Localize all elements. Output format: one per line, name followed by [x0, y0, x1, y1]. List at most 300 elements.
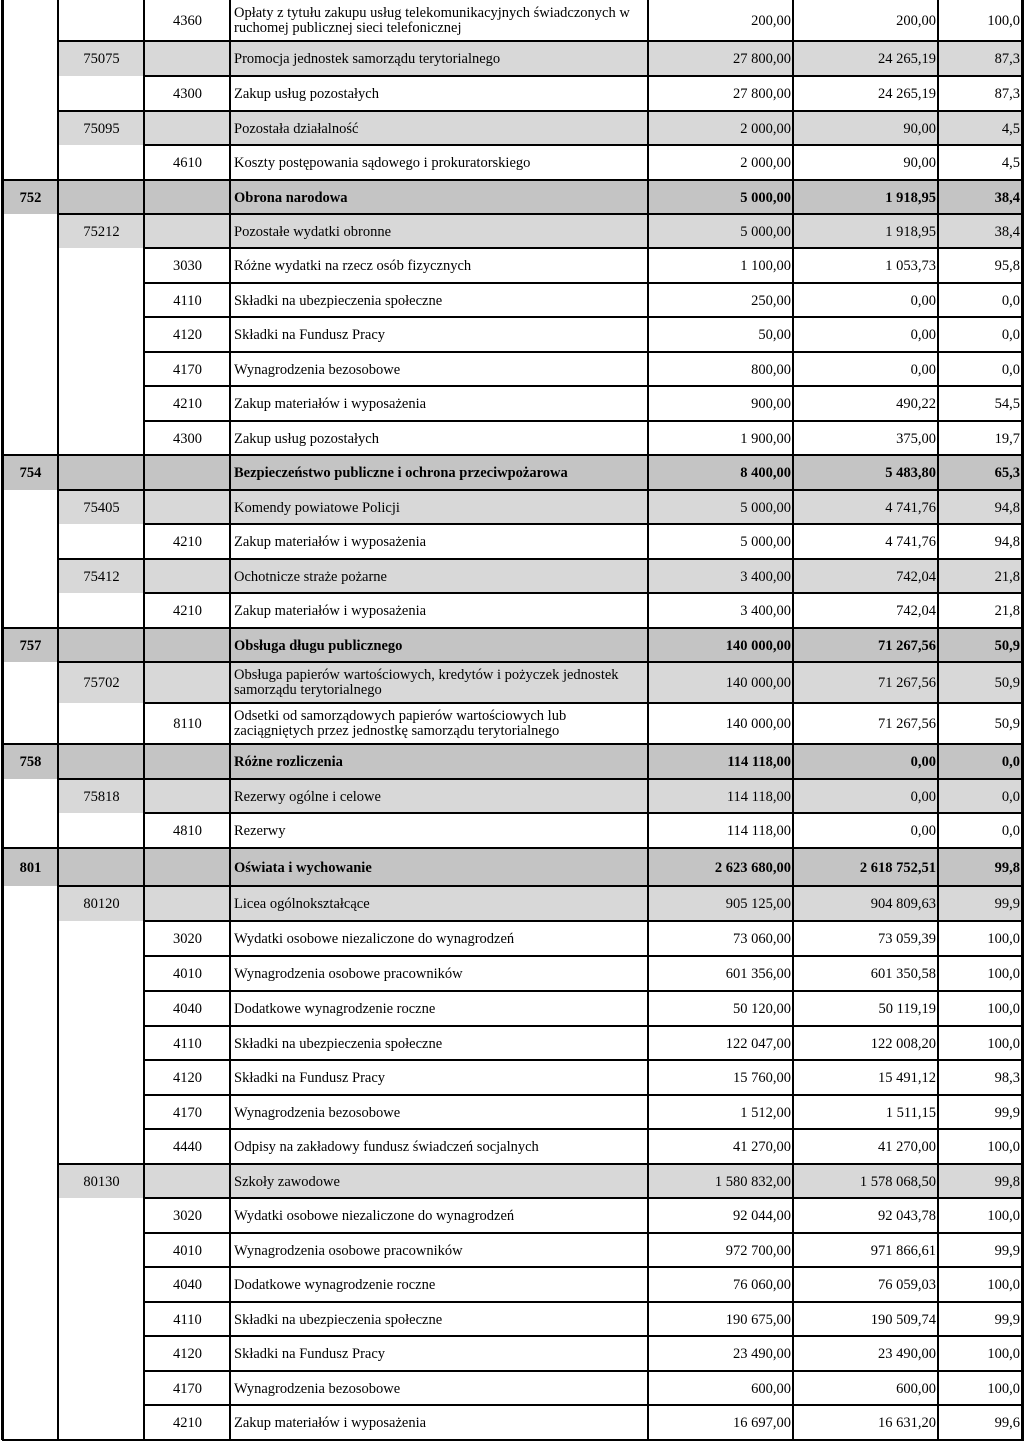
executed-amount-cell: 41 270,00: [794, 1130, 938, 1164]
percent-cell: 0,0: [939, 318, 1022, 352]
description-cell: Pozostała działalność: [231, 112, 648, 145]
percent-cell: 99,8: [939, 849, 1022, 886]
description-cell: Wynagrodzenia bezosobowe: [231, 353, 648, 386]
row-divider: [2, 743, 1024, 745]
plan-amount-cell: 5 000,00: [649, 181, 793, 214]
dzial-cell: [3, 1165, 58, 1198]
description-cell: Obsługa długu publicznego: [231, 629, 648, 662]
executed-amount-cell: 15 491,12: [794, 1061, 938, 1095]
executed-amount-cell: 0,00: [794, 780, 938, 813]
rozdzial-cell: [59, 992, 144, 1026]
executed-amount-cell: 76 059,03: [794, 1268, 938, 1302]
percent-cell: 100,0: [939, 992, 1022, 1026]
description-cell: Różne wydatki na rzecz osób fizycznych: [231, 249, 648, 283]
rozdzial-cell: [59, 1130, 144, 1164]
description-cell: Zakup materiałów i wyposażenia: [231, 1406, 648, 1440]
plan-amount-cell: 1 900,00: [649, 422, 793, 455]
row-divider: [58, 885, 1024, 887]
executed-amount-cell: 1 918,95: [794, 181, 938, 214]
plan-amount-cell: 23 490,00: [649, 1337, 793, 1371]
executed-amount-cell: 5 483,80: [794, 456, 938, 490]
column-divider: [1, 0, 4, 1440]
plan-amount-cell: 2 000,00: [649, 146, 793, 180]
paragraf-cell: [145, 629, 230, 662]
percent-cell: 65,3: [939, 456, 1022, 490]
rozdzial-cell: [59, 146, 144, 180]
paragraf-cell: 4210: [145, 594, 230, 628]
rozdzial-cell: [59, 249, 144, 283]
plan-amount-cell: 905 125,00: [649, 887, 793, 921]
rozdzial-cell: 75212: [59, 215, 144, 248]
plan-amount-cell: 1 512,00: [649, 1096, 793, 1129]
plan-amount-cell: 900,00: [649, 387, 793, 421]
paragraf-cell: 4300: [145, 422, 230, 455]
rozdzial-cell: [59, 849, 144, 886]
dzial-cell: [3, 1027, 58, 1060]
rozdzial-cell: [59, 1406, 144, 1440]
row-divider: [144, 1197, 1024, 1199]
column-divider: [792, 0, 794, 1440]
row-divider: [58, 489, 1024, 491]
executed-amount-cell: 16 631,20: [794, 1406, 938, 1440]
description-cell: Zakup usług pozostałych: [231, 77, 648, 111]
dzial-cell: [3, 1130, 58, 1164]
dzial-cell: [3, 146, 58, 180]
percent-cell: 99,6: [939, 1406, 1022, 1440]
paragraf-cell: 4210: [145, 387, 230, 421]
plan-amount-cell: 50 120,00: [649, 992, 793, 1026]
executed-amount-cell: 1 578 068,50: [794, 1165, 938, 1198]
plan-amount-cell: 41 270,00: [649, 1130, 793, 1164]
paragraf-cell: 4110: [145, 1027, 230, 1060]
description-cell: Wynagrodzenia bezosobowe: [231, 1096, 648, 1129]
description-cell: Wynagrodzenia osobowe pracowników: [231, 957, 648, 991]
paragraf-cell: 3030: [145, 249, 230, 283]
executed-amount-cell: 71 267,56: [794, 629, 938, 662]
description-cell: Składki na ubezpieczenia społeczne: [231, 1303, 648, 1336]
row-divider: [144, 990, 1024, 992]
dzial-cell: [3, 284, 58, 317]
executed-amount-cell: 0,00: [794, 284, 938, 317]
column-divider: [143, 0, 145, 1440]
row-divider: [144, 1094, 1024, 1096]
rozdzial-cell: 75702: [59, 663, 144, 703]
rozdzial-cell: [59, 814, 144, 848]
paragraf-cell: [145, 42, 230, 76]
dzial-cell: 758: [3, 745, 58, 779]
row-divider: [144, 316, 1024, 318]
executed-amount-cell: 122 008,20: [794, 1027, 938, 1060]
dzial-cell: [3, 491, 58, 524]
percent-cell: 4,5: [939, 112, 1022, 145]
row-divider: [144, 523, 1024, 525]
paragraf-cell: [145, 491, 230, 524]
rozdzial-cell: 75412: [59, 560, 144, 593]
rozdzial-cell: [59, 387, 144, 421]
rozdzial-cell: 80130: [59, 1165, 144, 1198]
dzial-cell: [3, 663, 58, 703]
paragraf-cell: [145, 1165, 230, 1198]
paragraf-cell: [145, 849, 230, 886]
rozdzial-cell: [59, 629, 144, 662]
percent-cell: 100,0: [939, 1027, 1022, 1060]
rozdzial-cell: [59, 1096, 144, 1129]
executed-amount-cell: 71 267,56: [794, 663, 938, 703]
dzial-cell: [3, 780, 58, 813]
row-divider: [2, 179, 1024, 181]
percent-cell: 99,9: [939, 1303, 1022, 1336]
percent-cell: 21,8: [939, 594, 1022, 628]
column-divider: [229, 0, 231, 1440]
dzial-cell: [3, 704, 58, 744]
dzial-cell: [3, 353, 58, 386]
rozdzial-cell: [59, 525, 144, 559]
row-divider: [144, 1404, 1024, 1406]
paragraf-cell: 4120: [145, 1337, 230, 1371]
paragraf-cell: [145, 745, 230, 779]
percent-cell: 95,8: [939, 249, 1022, 283]
percent-cell: 0,0: [939, 284, 1022, 317]
dzial-cell: [3, 1303, 58, 1336]
percent-cell: 99,8: [939, 1165, 1022, 1198]
row-divider: [144, 75, 1024, 77]
plan-amount-cell: 122 047,00: [649, 1027, 793, 1060]
paragraf-cell: 4300: [145, 77, 230, 111]
dzial-cell: [3, 887, 58, 921]
description-cell: Odpisy na zakładowy fundusz świadczeń socjalnych: [231, 1130, 648, 1164]
row-divider: [144, 955, 1024, 957]
plan-amount-cell: 800,00: [649, 353, 793, 386]
paragraf-cell: [145, 663, 230, 703]
dzial-cell: 801: [3, 849, 58, 886]
rozdzial-cell: [59, 181, 144, 214]
row-divider: [144, 1128, 1024, 1130]
dzial-cell: [3, 1199, 58, 1233]
row-divider: [144, 420, 1024, 422]
executed-amount-cell: 23 490,00: [794, 1337, 938, 1371]
plan-amount-cell: 140 000,00: [649, 629, 793, 662]
dzial-cell: [3, 422, 58, 455]
row-divider: [58, 213, 1024, 215]
description-cell: Rezerwy ogólne i celowe: [231, 780, 648, 813]
plan-amount-cell: 2 623 680,00: [649, 849, 793, 886]
description-cell: Dodatkowe wynagrodzenie roczne: [231, 992, 648, 1026]
column-divider: [647, 0, 649, 1440]
dzial-cell: [3, 387, 58, 421]
percent-cell: 98,3: [939, 1061, 1022, 1095]
executed-amount-cell: 971 866,61: [794, 1234, 938, 1267]
plan-amount-cell: 5 000,00: [649, 215, 793, 248]
row-divider: [58, 40, 1024, 42]
executed-amount-cell: 2 618 752,51: [794, 849, 938, 886]
row-divider: [2, 627, 1024, 629]
paragraf-cell: 4440: [145, 1130, 230, 1164]
description-cell: Odsetki od samorządowych papierów wartościowych lub zaciągniętych przez jednostkę samorządu terytorialnego: [231, 704, 648, 744]
paragraf-cell: 4040: [145, 1268, 230, 1302]
executed-amount-cell: 0,00: [794, 353, 938, 386]
rozdzial-cell: 75818: [59, 780, 144, 813]
paragraf-cell: 4210: [145, 1406, 230, 1440]
plan-amount-cell: 5 000,00: [649, 491, 793, 524]
plan-amount-cell: 27 800,00: [649, 42, 793, 76]
dzial-cell: 752: [3, 181, 58, 214]
plan-amount-cell: 76 060,00: [649, 1268, 793, 1302]
executed-amount-cell: 190 509,74: [794, 1303, 938, 1336]
executed-amount-cell: 4 741,76: [794, 525, 938, 559]
rozdzial-cell: [59, 353, 144, 386]
row-divider: [2, 454, 1024, 456]
description-cell: Rezerwy: [231, 814, 648, 848]
executed-amount-cell: 1 053,73: [794, 249, 938, 283]
percent-cell: 38,4: [939, 181, 1022, 214]
column-divider: [57, 0, 59, 1440]
plan-amount-cell: 16 697,00: [649, 1406, 793, 1440]
executed-amount-cell: 90,00: [794, 146, 938, 180]
row-divider: [144, 1370, 1024, 1372]
percent-cell: 100,0: [939, 957, 1022, 991]
executed-amount-cell: 50 119,19: [794, 992, 938, 1026]
rozdzial-cell: [59, 1, 144, 41]
executed-amount-cell: 24 265,19: [794, 77, 938, 111]
row-divider: [144, 1059, 1024, 1061]
dzial-cell: 754: [3, 456, 58, 490]
plan-amount-cell: 73 060,00: [649, 922, 793, 956]
rozdzial-cell: 75405: [59, 491, 144, 524]
rozdzial-cell: [59, 1303, 144, 1336]
row-divider: [144, 1301, 1024, 1303]
paragraf-cell: [145, 887, 230, 921]
dzial-cell: [3, 1096, 58, 1129]
description-cell: Zakup materiałów i wyposażenia: [231, 594, 648, 628]
row-divider: [144, 812, 1024, 814]
percent-cell: 50,9: [939, 704, 1022, 744]
row-divider: [144, 1266, 1024, 1268]
percent-cell: 100,0: [939, 922, 1022, 956]
rozdzial-cell: [59, 1337, 144, 1371]
row-divider: [58, 661, 1024, 663]
description-cell: Opłaty z tytułu zakupu usług telekomunikacyjnych świadczonych w ruchomej publicznej sieci telefonicznej: [231, 1, 648, 41]
plan-amount-cell: 3 400,00: [649, 594, 793, 628]
executed-amount-cell: 73 059,39: [794, 922, 938, 956]
executed-amount-cell: 742,04: [794, 594, 938, 628]
paragraf-cell: 8110: [145, 704, 230, 744]
plan-amount-cell: 1 580 832,00: [649, 1165, 793, 1198]
plan-amount-cell: 200,00: [649, 1, 793, 41]
row-divider: [58, 110, 1024, 112]
paragraf-cell: 4040: [145, 992, 230, 1026]
dzial-cell: [3, 215, 58, 248]
rozdzial-cell: [59, 922, 144, 956]
dzial-cell: [3, 318, 58, 352]
column-divider: [937, 0, 939, 1440]
percent-cell: 100,0: [939, 1130, 1022, 1164]
description-cell: Promocja jednostek samorządu terytorialnego: [231, 42, 648, 76]
rozdzial-cell: [59, 284, 144, 317]
plan-amount-cell: 114 118,00: [649, 780, 793, 813]
executed-amount-cell: 1 918,95: [794, 215, 938, 248]
row-divider: [144, 592, 1024, 594]
rozdzial-cell: [59, 1027, 144, 1060]
paragraf-cell: 3020: [145, 922, 230, 956]
executed-amount-cell: 90,00: [794, 112, 938, 145]
description-cell: Wynagrodzenia osobowe pracowników: [231, 1234, 648, 1267]
paragraf-cell: 4170: [145, 353, 230, 386]
dzial-cell: [3, 992, 58, 1026]
description-cell: Różne rozliczenia: [231, 745, 648, 779]
dzial-cell: [3, 77, 58, 111]
paragraf-cell: 3020: [145, 1199, 230, 1233]
executed-amount-cell: 490,22: [794, 387, 938, 421]
rozdzial-cell: 75095: [59, 112, 144, 145]
plan-amount-cell: 140 000,00: [649, 704, 793, 744]
paragraf-cell: 4170: [145, 1096, 230, 1129]
dzial-cell: [3, 525, 58, 559]
dzial-cell: [3, 922, 58, 956]
rozdzial-cell: [59, 1199, 144, 1233]
percent-cell: 100,0: [939, 1337, 1022, 1371]
executed-amount-cell: 71 267,56: [794, 704, 938, 744]
paragraf-cell: 4120: [145, 1061, 230, 1095]
percent-cell: 54,5: [939, 387, 1022, 421]
percent-cell: 99,9: [939, 1234, 1022, 1267]
description-cell: Składki na Fundusz Pracy: [231, 1337, 648, 1371]
executed-amount-cell: 4 741,76: [794, 491, 938, 524]
row-divider: [144, 351, 1024, 353]
plan-amount-cell: 3 400,00: [649, 560, 793, 593]
paragraf-cell: [145, 181, 230, 214]
paragraf-cell: 4210: [145, 525, 230, 559]
description-cell: Bezpieczeństwo publiczne i ochrona przeciwpożarowa: [231, 456, 648, 490]
plan-amount-cell: 1 100,00: [649, 249, 793, 283]
description-cell: Składki na ubezpieczenia społeczne: [231, 284, 648, 317]
executed-amount-cell: 24 265,19: [794, 42, 938, 76]
dzial-cell: [3, 1406, 58, 1440]
percent-cell: 0,0: [939, 814, 1022, 848]
paragraf-cell: 4010: [145, 1234, 230, 1267]
description-cell: Szkoły zawodowe: [231, 1165, 648, 1198]
description-cell: Komendy powiatowe Policji: [231, 491, 648, 524]
dzial-cell: [3, 594, 58, 628]
paragraf-cell: 4110: [145, 284, 230, 317]
paragraf-cell: [145, 215, 230, 248]
paragraf-cell: 4110: [145, 1303, 230, 1336]
rozdzial-cell: [59, 704, 144, 744]
executed-amount-cell: 600,00: [794, 1372, 938, 1405]
percent-cell: 87,3: [939, 42, 1022, 76]
dzial-cell: [3, 957, 58, 991]
percent-cell: 0,0: [939, 745, 1022, 779]
row-divider: [144, 1232, 1024, 1234]
rozdzial-cell: [59, 957, 144, 991]
percent-cell: 94,8: [939, 525, 1022, 559]
description-cell: Obrona narodowa: [231, 181, 648, 214]
percent-cell: 99,9: [939, 1096, 1022, 1129]
executed-amount-cell: 375,00: [794, 422, 938, 455]
dzial-cell: [3, 42, 58, 76]
paragraf-cell: 4360: [145, 1, 230, 41]
rozdzial-cell: [59, 745, 144, 779]
paragraf-cell: 4120: [145, 318, 230, 352]
executed-amount-cell: 742,04: [794, 560, 938, 593]
row-divider: [144, 282, 1024, 284]
plan-amount-cell: 601 356,00: [649, 957, 793, 991]
paragraf-cell: 4010: [145, 957, 230, 991]
plan-amount-cell: 50,00: [649, 318, 793, 352]
description-cell: Licea ogólnokształcące: [231, 887, 648, 921]
plan-amount-cell: 92 044,00: [649, 1199, 793, 1233]
plan-amount-cell: 114 118,00: [649, 745, 793, 779]
percent-cell: 50,9: [939, 663, 1022, 703]
row-divider: [144, 702, 1024, 704]
row-divider: [144, 920, 1024, 922]
row-divider: [144, 1335, 1024, 1337]
row-divider: [2, 847, 1024, 849]
rozdzial-cell: 80120: [59, 887, 144, 921]
executed-amount-cell: 601 350,58: [794, 957, 938, 991]
percent-cell: 38,4: [939, 215, 1022, 248]
description-cell: Koszty postępowania sądowego i prokuratorskiego: [231, 146, 648, 180]
plan-amount-cell: 190 675,00: [649, 1303, 793, 1336]
dzial-cell: [3, 249, 58, 283]
description-cell: Wydatki osobowe niezaliczone do wynagrodzeń: [231, 922, 648, 956]
percent-cell: 4,5: [939, 146, 1022, 180]
plan-amount-cell: 250,00: [649, 284, 793, 317]
description-cell: Ochotnicze straże pożarne: [231, 560, 648, 593]
row-divider: [144, 247, 1024, 249]
percent-cell: 87,3: [939, 77, 1022, 111]
description-cell: Wydatki osobowe niezaliczone do wynagrodzeń: [231, 1199, 648, 1233]
description-cell: Zakup materiałów i wyposażenia: [231, 525, 648, 559]
executed-amount-cell: 904 809,63: [794, 887, 938, 921]
rozdzial-cell: [59, 1268, 144, 1302]
executed-amount-cell: 1 511,15: [794, 1096, 938, 1129]
description-cell: Dodatkowe wynagrodzenie roczne: [231, 1268, 648, 1302]
paragraf-cell: [145, 112, 230, 145]
description-cell: Składki na ubezpieczenia społeczne: [231, 1027, 648, 1060]
paragraf-cell: 4810: [145, 814, 230, 848]
description-cell: Pozostałe wydatki obronne: [231, 215, 648, 248]
percent-cell: 100,0: [939, 1199, 1022, 1233]
rozdzial-cell: [59, 422, 144, 455]
dzial-cell: [3, 112, 58, 145]
description-cell: Oświata i wychowanie: [231, 849, 648, 886]
rozdzial-cell: 75075: [59, 42, 144, 76]
dzial-cell: [3, 1061, 58, 1095]
executed-amount-cell: 200,00: [794, 1, 938, 41]
percent-cell: 100,0: [939, 1268, 1022, 1302]
percent-cell: 99,9: [939, 887, 1022, 921]
paragraf-cell: [145, 560, 230, 593]
dzial-cell: [3, 1234, 58, 1267]
rozdzial-cell: [59, 77, 144, 111]
percent-cell: 19,7: [939, 422, 1022, 455]
rozdzial-cell: [59, 318, 144, 352]
description-cell: Wynagrodzenia bezosobowe: [231, 1372, 648, 1405]
dzial-cell: [3, 1268, 58, 1302]
executed-amount-cell: 0,00: [794, 318, 938, 352]
plan-amount-cell: 15 760,00: [649, 1061, 793, 1095]
rozdzial-cell: [59, 1372, 144, 1405]
executed-amount-cell: 92 043,78: [794, 1199, 938, 1233]
description-cell: Składki na Fundusz Pracy: [231, 318, 648, 352]
row-divider: [144, 1025, 1024, 1027]
dzial-cell: [3, 814, 58, 848]
row-divider: [144, 144, 1024, 146]
row-divider: [58, 558, 1024, 560]
percent-cell: 0,0: [939, 780, 1022, 813]
percent-cell: 100,0: [939, 1372, 1022, 1405]
description-cell: Zakup materiałów i wyposażenia: [231, 387, 648, 421]
